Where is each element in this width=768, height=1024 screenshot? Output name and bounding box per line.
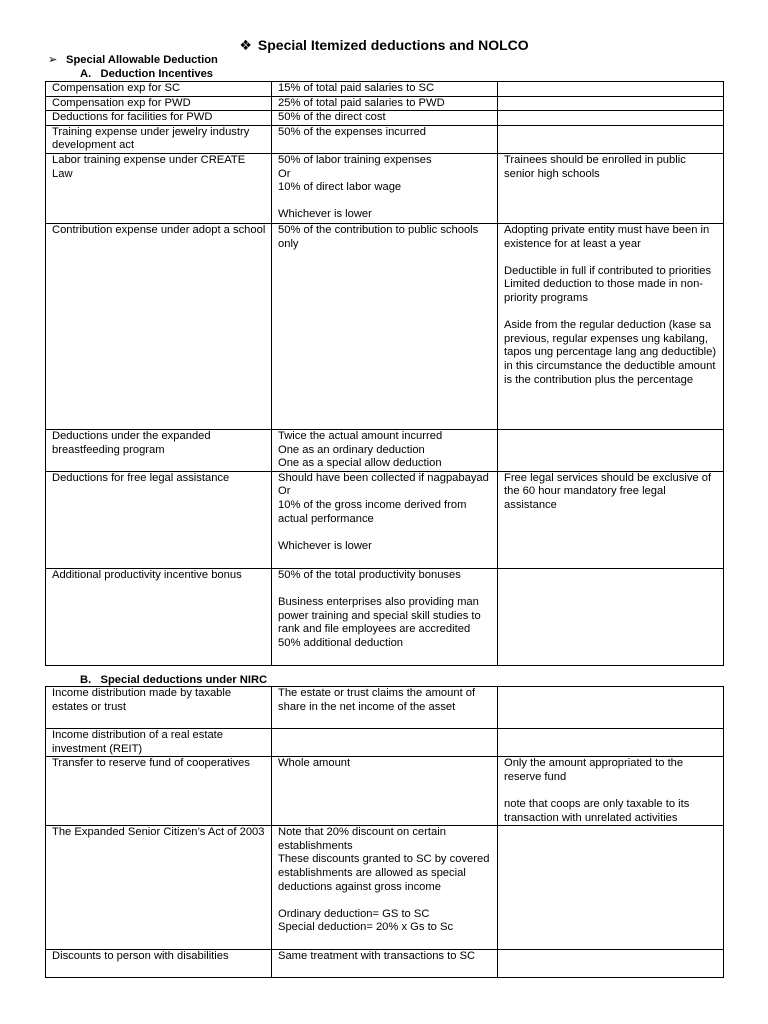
- table-row: [46, 757, 724, 826]
- deduction-item-cell: Deductions under the expanded breastfeeding program: [46, 429, 272, 471]
- document-title: [0, 36, 768, 54]
- deduction-notes-cell: [498, 950, 724, 978]
- deduction-item-cell: The Expanded Senior Citizen’s Act of 2003: [46, 826, 272, 950]
- deduction-item-cell: Training expense under jewelry industry development act: [46, 125, 272, 153]
- deduction-notes-cell: Only the amount appropriated to the reserve fund note that coops are only taxable to its transaction with unrelated activities: [498, 757, 724, 826]
- deduction-treatment-cell: 50% of the expenses incurred: [272, 125, 498, 153]
- deduction-item-cell: Transfer to reserve fund of cooperatives: [46, 757, 272, 826]
- deduction-item-cell: Income distribution made by taxable estates or trust: [46, 687, 272, 729]
- deduction-treatment-cell: Twice the actual amount incurred One as an ordinary deduction One as a special allow deduction: [272, 429, 498, 471]
- deduction-notes-cell: Adopting private entity must have been in existence for at least a year Deductible in full if contributed to priorities Limited deduction to those made in non-priority programs Aside from the regular deduction (kase sa previous, regular expenses ung kabilang, tapos ung percentage lang ang deductible) in this circumstance the deductible amount is the contribution plus the percentage: [498, 223, 724, 429]
- deduction-notes-cell: [498, 111, 724, 126]
- table-row: [46, 471, 724, 568]
- deduction-treatment-cell: 25% of total paid salaries to PWD: [272, 96, 498, 111]
- table-row: [46, 96, 724, 111]
- deduction-treatment-cell: 50% of the contribution to public schools only: [272, 223, 498, 429]
- deduction-notes-cell: [498, 125, 724, 153]
- table-row: [46, 687, 724, 729]
- deduction-item-cell: Income distribution of a real estate investment (REIT): [46, 729, 272, 757]
- deduction-treatment-cell: Should have been collected if nagpabayad Or 10% of the gross income derived from actual performance Whichever is lower: [272, 471, 498, 568]
- diamond-bullet-icon: ❖: [239, 37, 252, 53]
- table-row: [46, 568, 724, 665]
- table-row: [46, 111, 724, 126]
- table-row: [46, 950, 724, 978]
- table-row: [46, 729, 724, 757]
- section-a-heading: A. Deduction Incentives: [80, 68, 214, 80]
- deduction-notes-cell: [498, 687, 724, 729]
- deduction-notes-cell: Free legal services should be exclusive of the 60 hour mandatory free legal assistance: [498, 471, 724, 568]
- deduction-notes-cell: [498, 729, 724, 757]
- arrow-bullet-icon: ➢: [48, 54, 58, 66]
- deduction-treatment-cell: Note that 20% discount on certain establishments These discounts granted to SC by covered establishments are allowed as special deductions against gross income Ordinary deduction= GS to SC Special deduction= 20% x Gs to Sc: [272, 826, 498, 950]
- document-title-text: Special Itemized deductions and NOLCO: [257, 37, 529, 53]
- table-row: [46, 223, 724, 429]
- table-row: [46, 153, 724, 223]
- special-deductions-nirc-table: [45, 686, 724, 978]
- deduction-incentives-table: [45, 81, 724, 666]
- deduction-treatment-cell: [272, 729, 498, 757]
- deduction-item-cell: Additional productivity incentive bonus: [46, 568, 272, 665]
- deduction-treatment-cell: 50% of the total productivity bonuses Business enterprises also providing man power training and special skill studies to rank and file employees are accredited 50% additional deduction: [272, 568, 498, 665]
- section-b-heading: B. Special deductions under NIRC: [80, 674, 268, 686]
- deduction-notes-cell: [498, 429, 724, 471]
- section-subheading: [48, 53, 218, 67]
- deduction-treatment-cell: Same treatment with transactions to SC: [272, 950, 498, 978]
- table-row: [46, 125, 724, 153]
- table-row: [46, 82, 724, 97]
- deduction-treatment-cell: The estate or trust claims the amount of share in the net income of the asset: [272, 687, 498, 729]
- deduction-treatment-cell: Whole amount: [272, 757, 498, 826]
- deduction-notes-cell: [498, 82, 724, 97]
- deduction-notes-cell: [498, 568, 724, 665]
- deduction-item-cell: Contribution expense under adopt a school: [46, 223, 272, 429]
- subheading-text: Special Allowable Deduction: [66, 54, 218, 66]
- deduction-treatment-cell: 50% of labor training expenses Or 10% of direct labor wage Whichever is lower: [272, 153, 498, 223]
- deduction-item-cell: Discounts to person with disabilities: [46, 950, 272, 978]
- deduction-item-cell: Compensation exp for SC: [46, 82, 272, 97]
- table-row: [46, 429, 724, 471]
- deduction-treatment-cell: 50% of the direct cost: [272, 111, 498, 126]
- deduction-notes-cell: [498, 826, 724, 950]
- deduction-item-cell: Labor training expense under CREATE Law: [46, 153, 272, 223]
- deduction-item-cell: Deductions for free legal assistance: [46, 471, 272, 568]
- deduction-treatment-cell: 15% of total paid salaries to SC: [272, 82, 498, 97]
- deduction-notes-cell: Trainees should be enrolled in public senior high schools: [498, 153, 724, 223]
- table-row: [46, 826, 724, 950]
- deduction-notes-cell: [498, 96, 724, 111]
- deduction-item-cell: Deductions for facilities for PWD: [46, 111, 272, 126]
- deduction-item-cell: Compensation exp for PWD: [46, 96, 272, 111]
